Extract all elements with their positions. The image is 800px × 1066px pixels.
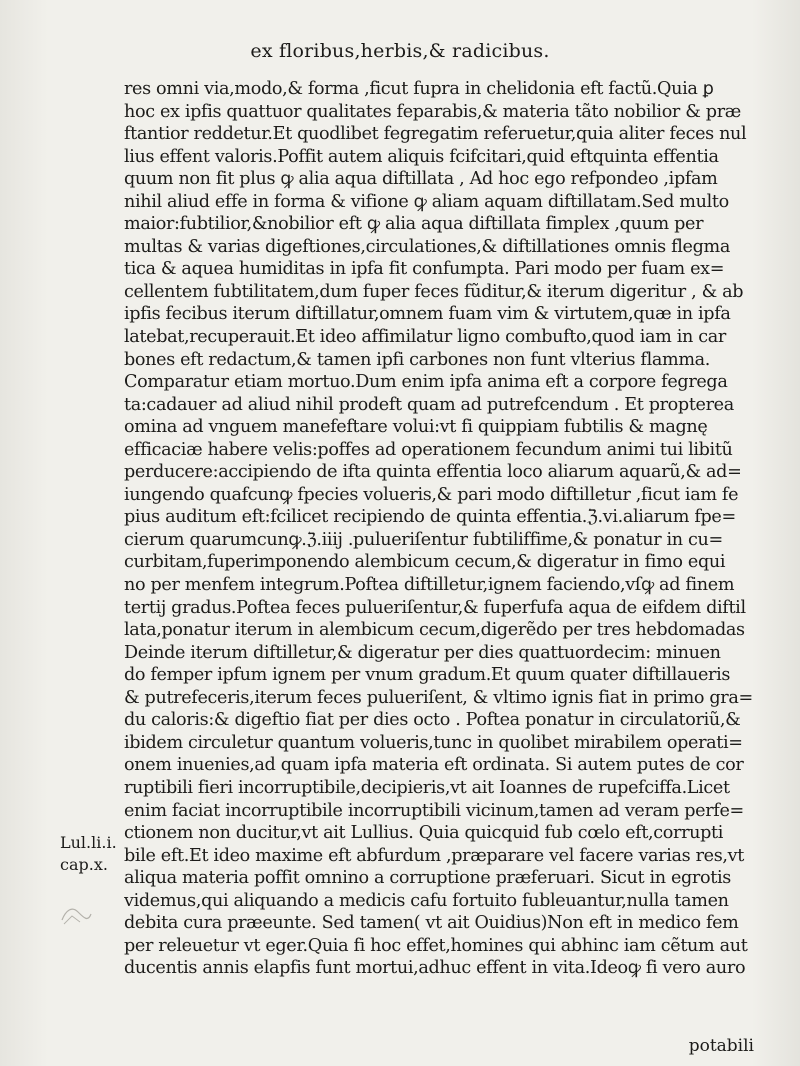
text-line: ibidem circuletur quantum volueris,tunc in quolibet mirabilem operati= [124, 732, 743, 753]
text-line: & putrefeceris,iterum feces pulueriſent, & vltimo ignis fiat in primo gra= [124, 687, 753, 708]
text-line: cellentem fubtilitatem,dum fuper feces fũditur,& iterum digeritur , & ab [124, 281, 744, 302]
text-line: ftantior reddetur.Et quodlibet fegregatim referuetur,quia aliter feces nul [124, 124, 747, 145]
text-line: Comparatur etiam mortuo.Dum enim ipfa anima eft a corpore fegrega [124, 372, 728, 393]
text-line: lata,ponatur iterum in alembicum cecum,digerẽdo per tres hebdomadas [124, 620, 745, 641]
text-line: quum non fit plus ꝙ alia aqua diftillata , Ad hoc ego refpondeo ,ipfam [124, 169, 718, 190]
text-line: ta:cadauer ad aliud nihil prodeft quam ad putrefcendum . Et propterea [124, 394, 734, 415]
text-line: omina ad vnguem manefeftare volui:vt fi quippiam fubtilis & magnę [124, 417, 708, 438]
text-line: bile eft.Et ideo maxime eft abfurdum ,præparare vel facere varias res,vt [124, 845, 744, 866]
ink-smudge-mark [58, 900, 94, 930]
text-line: hoc ex ipfis quattuor qualitates feparabis,& materia tãto nobilior & præ [124, 101, 741, 122]
margin-note-line: Lul.li.i. [60, 833, 117, 852]
text-line: pius auditum eft:fcilicet recipiendo de quinta effentia.ℨ.vi.aliarum fpe= [124, 507, 736, 528]
text-line: tertij gradus.Poftea feces pulueriſentur,& fuperfufa aqua de eifdem diftil [124, 597, 746, 618]
running-title: ex floribus,herbis,& radicibus. [250, 40, 550, 62]
text-line: no per menfem integrum.Poftea diftilletur,ignem faciendo,vſꝙ ad finem [124, 575, 735, 596]
text-line: ducentis annis elapfis funt mortui,adhuc effent in vita.Ideoꝙ fi vero auro [124, 958, 746, 979]
text-line: aliqua materia poffit omnino a corruptione præferuari. Sicut in egrotis [124, 868, 731, 889]
main-text-block [124, 78, 764, 980]
text-line: videmus,qui aliquando a medicis cafu fortuito fubleuantur,nulla tamen [124, 890, 729, 911]
text-line: ctionem non ducitur,vt ait Lullius. Quia quicquid fub cœlo eft,corrupti [124, 823, 724, 844]
text-line: multas & varias digeftiones,circulationes,& diftillationes omnis flegma [124, 236, 730, 257]
text-line: maior:fubtilior,&nobilior eft ꝙ alia aqua diftillata fimplex ,quum per [124, 214, 704, 235]
margin-note [60, 832, 124, 876]
text-line: per releuetur vt eger.Quia fi hoc effet,homines qui abhinc iam cẽtum aut [124, 935, 748, 956]
text-line: du caloris:& digeftio fiat per dies octo . Poftea ponatur in circulatoriũ,& [124, 710, 741, 731]
text-line: bones eft redactum,& tamen ipfi carbones non funt vlterius flamma. [124, 349, 711, 370]
text-line: lius effent valoris.Poffit autem aliquis fcifcitari,quid eftquinta effentia [124, 146, 719, 167]
text-line: onem inuenies,ad quam ipfa materia eft ordinata. Si autem putes de cor [124, 755, 744, 776]
text-line: latebat,recuperauit.Et ideo affimilatur ligno combufto,quod iam in car [124, 327, 726, 348]
text-line: ruptibili fieri incorruptibile,decipieris,vt ait Ioannes de rupefciffa.Licet [124, 777, 730, 798]
text-line: efficaciæ habere velis:poffes ad operationem fecundum animi tui libitũ [124, 439, 733, 460]
text-line: debita cura præeunte. Sed tamen( vt ait Ouidius)Non eft in medico fem [124, 913, 739, 934]
text-line: do femper ipfum ignem per vnum gradum.Et quum quater diftillaueris [124, 665, 731, 686]
text-line: tica & aquea humiditas in ipfa fit confumpta. Pari modo per fuam ex= [124, 259, 725, 280]
text-line: iungendo quafcunꝙ fpecies volueris,& pari modo diftilletur ,ficut iam fe [124, 484, 739, 505]
text-line: Deinde iterum diftilletur,& digeratur per dies quattuordecim: minuen [124, 642, 721, 663]
catchword: potabili [688, 1036, 754, 1056]
text-line: enim faciat incorruptibile incorruptibili vicinum,tamen ad veram perfe= [124, 800, 744, 821]
text-line: nihil aliud effe in forma & vifione ꝙ aliam aquam diftillatam.Sed multo [124, 191, 729, 212]
text-line: curbitam,fuperimponendo alembicum cecum,& digeratur in fimo equi [124, 552, 726, 573]
margin-note-line: cap.x. [60, 855, 108, 874]
text-line: perducere:accipiendo de ifta quinta effentia loco aliarum aquarũ,& ad= [124, 462, 742, 483]
text-line: ipfis fecibus iterum diftillatur,omnem fuam vim & virtutem,quæ in ipfa [124, 304, 731, 325]
text-line: cierum quarumcunꝙ.ℨ.iiij .pulueriſentur fubtiliffime,& ponatur in cu= [124, 529, 723, 550]
text-line: res omni via,modo,& forma ,ficut fupra in chelidonia eft factũ.Quia ꝑ [124, 79, 714, 99]
